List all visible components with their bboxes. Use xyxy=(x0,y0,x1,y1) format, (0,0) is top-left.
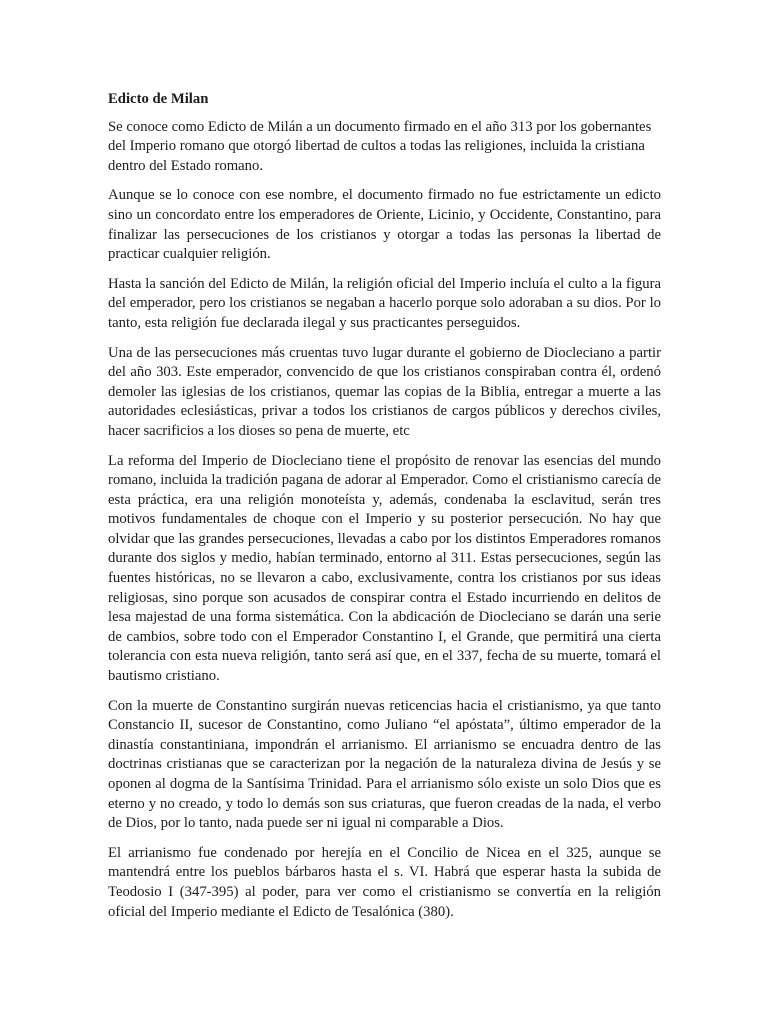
paragraph-2: Aunque se lo conoce con ese nombre, el documento firmado no fue estrictamente un edicto sino un concordato entre los emperadores de Oriente, Licinio, y Occidente, Constantino, para finalizar las persecuciones de los cristianos y otorgar a todas las personas la libertad de practicar cualquier religión. xyxy=(108,187,661,263)
document-title: Edicto de Milan xyxy=(108,91,209,107)
paragraph-5: La reforma del Imperio de Diocleciano tiene el propósito de renovar las esencias del mundo romano, incluida la tradición pagana de adorar al Emperador. Como el cristianismo carecía de esta práctica, era una religión monoteísta y, además, condenaba la esclavitud, serán tres motivos fundamentales de choque con el Imperio y su posterior persecución. No hay que olvidar que las grandes persecuciones, llevadas a cabo por los distintos Emperadores romanos durante dos siglos y medio, habían terminado, entorno al 311. Estas persecuciones, según las fuentes históricas, no se llevaron a cabo, exclusivamente, contra los cristianos por sus ideas religiosas, sino porque son acusados de conspirar contra el Estado incurriendo en delitos de lesa majestad de una forma sistemática. Con la abdicación de Diocleciano se darán una serie de cambios, sobre todo con el Emperador Constantino I, el Grande, que permitirá una cierta tolerancia con esta nueva religión, tanto será así que, en el 337, fecha de su muerte, tomará el bautismo cristiano. xyxy=(108,452,661,685)
paragraph-1: Se conoce como Edicto de Milán a un documento firmado en el año 313 por los gobernantes del Imperio romano que otorgó libertad de cultos a todas las religiones, incluida la cristiana dentro del Estado romano. xyxy=(108,118,652,174)
document-page xyxy=(108,90,661,932)
paragraph-7: El arrianismo fue condenado por herejía en el Concilio de Nicea en el 325, aunque se mantendrá entre los pueblos bárbaros hasta el s. VI. Habrá que esperar hasta la subida de Teodosio I (347-395) al poder, para ver como el cristianismo se convertía en la religión oficial del Imperio mediante el Edicto de Tesalónica (380). xyxy=(108,844,661,920)
paragraph-4: Una de las persecuciones más cruentas tuvo lugar durante el gobierno de Diocleciano a partir del año 303. Este emperador, convencido de que los cristianos conspiraban contra él, ordenó demoler las iglesias de los cristianos, quemar las copias de la Biblia, entregar a muerte a las autoridades eclesiásticas, privar a todos los cristianos de cargos públicos y derechos civiles, hacer sacrificios a los dioses so pena de muerte, etc xyxy=(108,344,661,439)
paragraph-6: Con la muerte de Constantino surgirán nuevas reticencias hacia el cristianismo, ya que tanto Constancio II, sucesor de Constantino, como Juliano “el apóstata”, último emperador de la dinastía constantiniana, impondrán el arrianismo. El arrianismo se encuadra dentro de las doctrinas cristianas que se caracterizan por la negación de la naturaleza divina de Jesús y se oponen al dogma de la Santísima Trinidad. Para el arrianismo sólo existe un solo Dios que es eterno y no creado, y todo lo demás son sus criaturas, que fueron creadas de la nada, el verbo de Dios, por lo tanto, nada puede ser ni igual ni comparable a Dios. xyxy=(108,697,661,832)
paragraph-3: Hasta la sanción del Edicto de Milán, la religión oficial del Imperio incluía el culto a la figura del emperador, pero los cristianos se negaban a hacerlo porque solo adoraban a su dios. Por lo tanto, esta religión fue declarada ilegal y sus practicantes perseguidos. xyxy=(108,275,661,331)
